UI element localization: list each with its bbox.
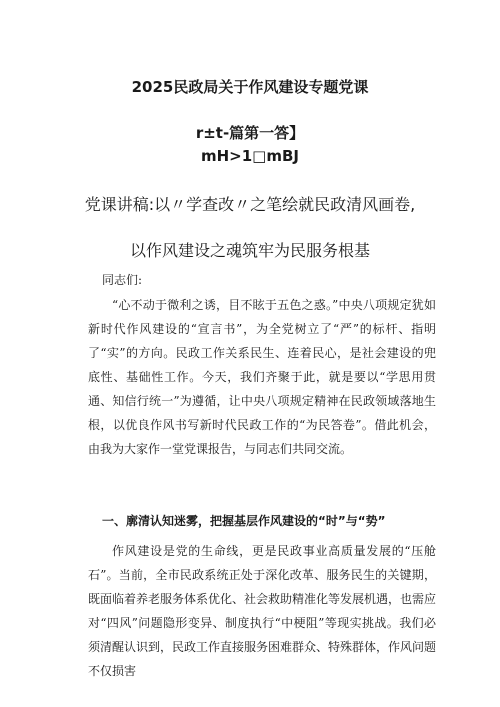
greeting: 同志们: bbox=[102, 273, 143, 287]
body-paragraph bbox=[88, 539, 436, 683]
section-heading: 一、廓清认知迷雾，把握基层作风建设的“时”与“势” bbox=[102, 514, 386, 528]
document-title-line3: mH>1□mBJ bbox=[200, 147, 299, 165]
paragraph-text: 作风建设是党的生命线，更是民政事业高质量发展的“压舱石”。当前，全市民政系统正处于深化改革、服务民生的关键期，既面临着养老服务体系优化、社会救助精准化等发展机遇，也需应对“四风”问题隐形变异、制度执行“中梗阻”等现实挑战。我们必须清醒认识到，民政工作直接服务困难群众、特殊群体，作风问题不仅损害 bbox=[88, 544, 437, 678]
document-subtitle: 党课讲稿:以〃学查改〃之笔绘就民政清风画卷, bbox=[84, 195, 416, 214]
document-subtitle-line2: 以作风建设之魂筑牢为民服务根基 bbox=[129, 241, 370, 260]
body-paragraph bbox=[88, 293, 436, 461]
document-title: 2025民政局关于作风建设专题党课 bbox=[131, 78, 369, 96]
document-title-line2: r±t-篇第一答】 bbox=[195, 124, 305, 142]
paragraph-text: “心不动于微利之诱，目不眩于五色之惑。”中央八项规定犹如新时代作风建设的“宣言书”，为全党树立了“严”的标杆、指明了“实”的方向。民政工作关系民生、连着民心，是社会建设的兜底性、基础性工作。今天，我们齐聚于此，就是要以“学思用贯通、知信行统一”为遵循，让中央八项规定精神在民政领域落地生根，以优良作风书写新时代民政工作的“为民答卷”。借此机会，由我为大家作一堂党课报告，与同志们共同交流。 bbox=[88, 298, 436, 456]
